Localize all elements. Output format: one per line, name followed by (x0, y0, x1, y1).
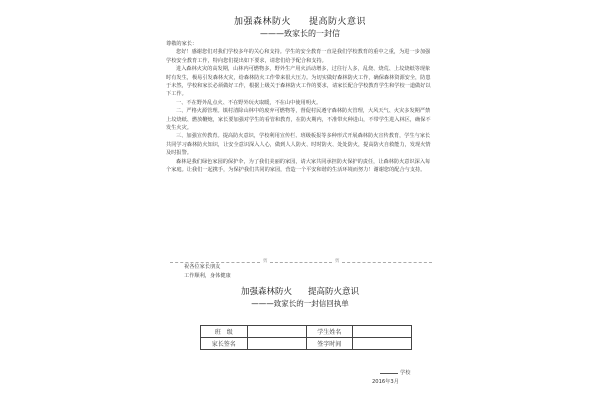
sign-date-label: 签字时间 (306, 338, 353, 350)
parent-signature-label: 家长签名 (201, 338, 248, 350)
student-name-label: 学生姓名 (306, 326, 353, 338)
cut-dash-middle (270, 262, 332, 263)
document-title (0, 14, 600, 27)
closing-line-2: 工作顺利，身体健康 (184, 273, 231, 279)
letter-paragraph-1: 您好！感谢您们对我们学校多年的关心和支持。学生的安全教育一直是我们学校教育的重中之重，为进一步加强学校安全教育工作，特向您们提出如下要求，请您们给予配合和支持。 (166, 49, 431, 64)
document-subtitle: ———致家长的一封信 (260, 29, 340, 38)
title-right: 提高防火意识 (309, 17, 367, 27)
class-label: 班 级 (201, 326, 248, 338)
receipt-title (0, 285, 600, 297)
student-name-field[interactable] (353, 326, 412, 338)
letter-paragraph-6: 森林是我们绿色家园的保护伞，为了我们美丽的家园，请大家共同承担防火保护的责任，让森林防火意识深入每个家庭。让我们一起携手，为保护我们共同的家园，营造一个平安和谐的生活环境而努力！谢谢您的配合与支持。 (166, 158, 431, 174)
receipt-row (201, 326, 412, 338)
issue-date: 2016年3月 (372, 379, 399, 385)
letter-body (166, 40, 434, 175)
cut-dash-left (170, 262, 260, 263)
letter-paragraph-3: 一、不在野外乱点火、不在野外玩火取暖，不在山中使用明火。 (176, 99, 322, 106)
school-line (380, 368, 410, 376)
title-left: 加强森林防火 (233, 17, 291, 27)
receipt-title-left: 加强森林防火 (240, 287, 292, 297)
class-field[interactable] (247, 326, 306, 338)
school-name-blank (380, 368, 398, 374)
parent-signature-field[interactable] (247, 338, 306, 350)
cut-mark-right: 剪 (335, 259, 340, 264)
letter-paragraph-5: 三、加强宣传教育。提高防火意识，学校利用宣传栏、班级板报等多种形式开展森林防火宣传教育，学生与家长共同学习森林防火知识，让安全意识深入人心，做到人人防火、时时防火、处处防火，提高防火自救能力，发现火情及时报警。 (166, 133, 431, 157)
letter-paragraph-2: 进入森林火灾的高发期，山林内可燃物多，野外生产用火活动增多，过往行人多，乱烧、烧荒、上坟烧纸等现象时有发生，极易引发森林火灾，给森林防火工作带来很大压力。为切实做好森林防火工作，确保森林资源安全，防患于未然，学校和家长必须做好工作，根据上级关于森林防火工作的要求，请家长配合学校教育学生和学校一道做好以下工作。 (166, 66, 431, 98)
receipt-subtitle: ———致家长的一封信回执单 (251, 299, 349, 308)
receipt-table (200, 325, 412, 350)
letter-salutation: 尊敬的家长： (166, 41, 198, 47)
cut-dash-right (342, 262, 432, 263)
cut-line (170, 258, 432, 266)
sign-date-field[interactable] (353, 338, 412, 350)
receipt-row (201, 338, 412, 350)
closing-line-1: 祝各位家长朋友 (184, 264, 221, 270)
cut-mark-left: 剪 (263, 259, 268, 264)
receipt-title-right: 提高防火意识 (308, 287, 360, 297)
letter-paragraph-4: 二、严格火源管理。镇村清除山林中的废弃可燃物等，督促村民遵守森林防火管理，大风天气、火灾多发期严禁上坟烧纸、燃放鞭炮，家长要加强对学生的看管和教育，在防火期内，不准带火种进山，不带学生进入林区，确保不发生火灾。 (166, 108, 431, 132)
school-label: 学校 (400, 370, 411, 376)
